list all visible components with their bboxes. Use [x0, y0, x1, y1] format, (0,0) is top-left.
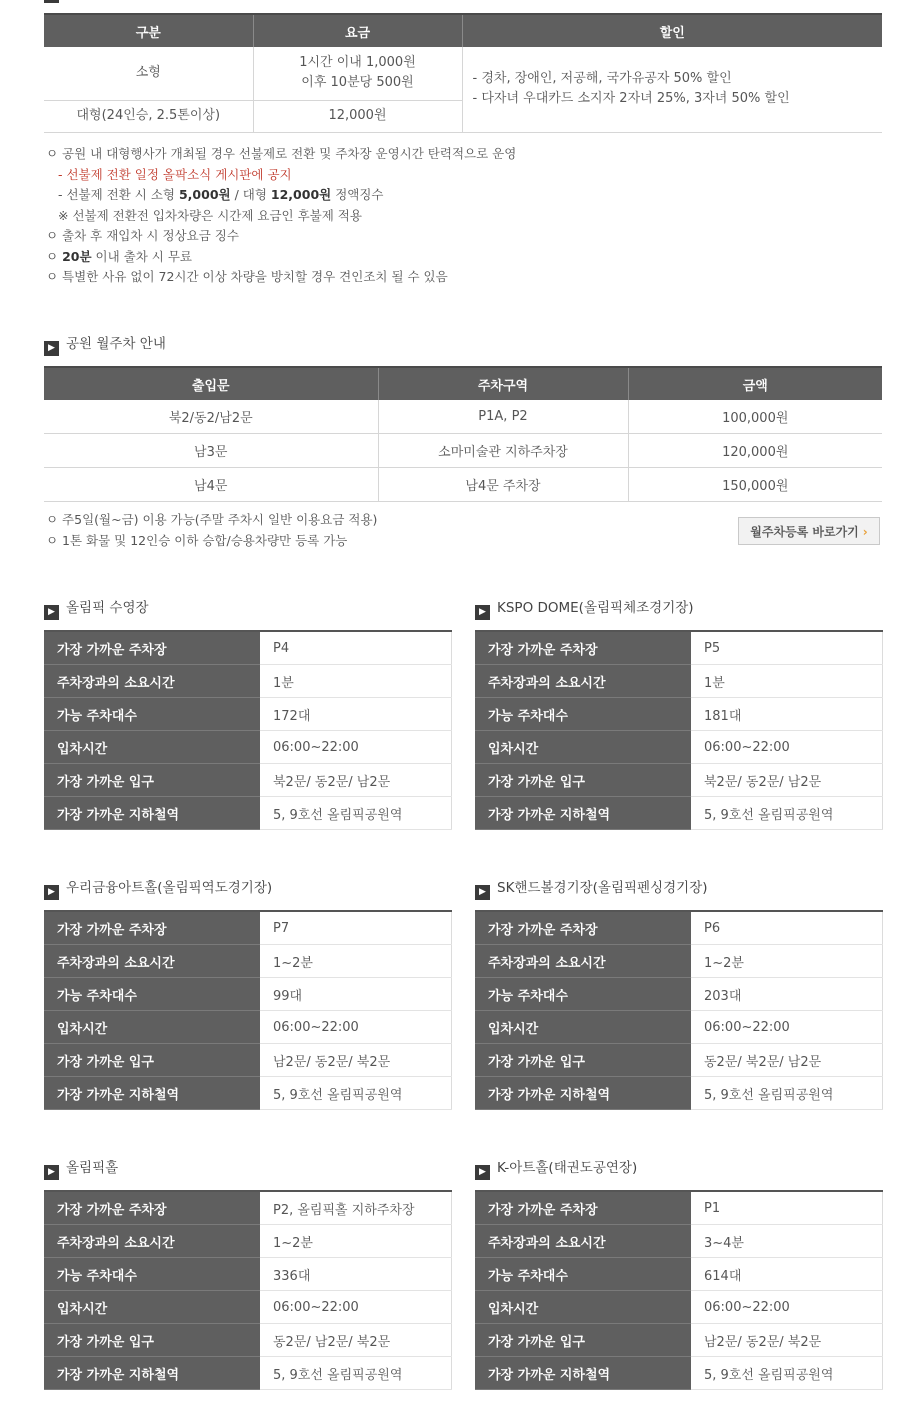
- table-row: [475, 665, 883, 698]
- fee-header-fee: 요금: [253, 14, 462, 47]
- info-label: 가장 가까운 주차장: [475, 631, 691, 665]
- note-text: / 대형: [230, 187, 271, 202]
- info-label: 가장 가까운 지하철역: [475, 1077, 691, 1110]
- info-value: 06:00~22:00: [691, 731, 883, 764]
- venue-title: [475, 1160, 883, 1176]
- info-value: 동2문/ 북2문/ 남2문: [691, 1044, 883, 1077]
- venue-title: [475, 600, 883, 616]
- info-label: 가장 가까운 주차장: [44, 1191, 260, 1225]
- arrow-right-box-icon: ▶: [44, 1165, 59, 1180]
- note-event: ㅇ 공원 내 대형행사가 개최될 경우 선불제로 전환 및 주차장 운영시간 탄력적으로 운영: [46, 146, 517, 161]
- table-row: [44, 1291, 452, 1324]
- table-row: [475, 1011, 883, 1044]
- info-value: 614대: [691, 1258, 883, 1291]
- info-label: 입차시간: [475, 731, 691, 764]
- info-label: 주차장과의 소요시간: [44, 665, 260, 698]
- monthly-note-weekdays: ㅇ 주5일(월~금) 이용 가능(주말 주차시 일반 이용요금 적용): [46, 512, 378, 527]
- fee-small-value: [253, 47, 462, 100]
- info-value: 99대: [260, 978, 452, 1011]
- monthly-cell: 남4문: [44, 468, 378, 502]
- info-label: 입차시간: [475, 1011, 691, 1044]
- table-row: [475, 1258, 883, 1291]
- info-value: 5, 9호선 올림픽공원역: [691, 1357, 883, 1390]
- monthly-cell: 150,000원: [628, 468, 882, 502]
- note-bold: 5,000원: [178, 187, 231, 202]
- info-label: 가장 가까운 지하철역: [475, 797, 691, 830]
- table-row: [475, 1191, 883, 1225]
- info-label: 가장 가까운 지하철역: [475, 1357, 691, 1390]
- note-prepaid-notice: - 선불제 전환 일정 올팍소식 게시판에 공지: [58, 166, 292, 182]
- info-label: 가장 가까운 입구: [475, 1044, 691, 1077]
- info-value: P4: [260, 631, 452, 665]
- monthly-header-price: 금액: [628, 367, 882, 400]
- section-icon-cut: [44, 0, 59, 3]
- info-value: 남2문/ 동2문/ 북2문: [260, 1044, 452, 1077]
- info-label: 입차시간: [44, 1291, 260, 1324]
- table-row: [475, 1291, 883, 1324]
- info-label: 가장 가까운 입구: [44, 1324, 260, 1357]
- note-free: [46, 247, 516, 268]
- info-value: 5, 9호선 올림픽공원역: [691, 1077, 883, 1110]
- monthly-cell: 100,000원: [628, 400, 882, 434]
- table-row: [44, 1357, 452, 1390]
- info-label: 가장 가까운 입구: [44, 1044, 260, 1077]
- venue-info-table: [44, 1190, 452, 1390]
- info-value: 5, 9호선 올림픽공원역: [260, 1357, 452, 1390]
- table-row: [44, 400, 882, 434]
- info-label: 가장 가까운 지하철역: [44, 797, 260, 830]
- note-reentry: ㅇ 출차 후 재입차 시 정상요금 징수: [46, 228, 239, 243]
- table-row: [44, 1011, 452, 1044]
- info-label: 입차시간: [44, 731, 260, 764]
- monthly-notes: [46, 510, 377, 551]
- fee-header-discount: 할인: [462, 14, 882, 47]
- table-row: [44, 911, 452, 945]
- info-value: 06:00~22:00: [260, 1011, 452, 1044]
- arrow-right-box-icon: ▶: [44, 605, 59, 620]
- info-value: 203대: [691, 978, 883, 1011]
- info-value: P6: [691, 911, 883, 945]
- venue-woori-art-hall: [44, 880, 452, 1110]
- note-prepaid-exception: ※ 선불제 전환전 입차차량은 시간제 요금인 후불제 적용: [58, 207, 362, 223]
- fee-small-label: 소형: [44, 47, 253, 100]
- info-value: 동2문/ 남2문/ 북2문: [260, 1324, 452, 1357]
- info-label: 가장 가까운 주차장: [475, 1191, 691, 1225]
- monthly-register-label: 월주차등록 바로가기: [750, 525, 859, 539]
- info-value: 06:00~22:00: [691, 1291, 883, 1324]
- info-value: 1~2분: [691, 945, 883, 978]
- info-label: 가능 주차대수: [44, 1258, 260, 1291]
- table-row: [475, 731, 883, 764]
- info-label: 입차시간: [475, 1291, 691, 1324]
- note-bold: 20분: [62, 248, 92, 264]
- info-value: 3~4분: [691, 1225, 883, 1258]
- info-label: 가장 가까운 지하철역: [44, 1077, 260, 1110]
- monthly-note-vehicles: ㅇ 1톤 화물 및 12인승 이하 승합/승용차량만 등록 가능: [46, 532, 348, 548]
- info-label: 가장 가까운 주차장: [44, 911, 260, 945]
- table-row: [44, 1258, 452, 1291]
- table-row: [475, 1044, 883, 1077]
- note-text: - 선불제 전환 시 소형: [58, 187, 179, 202]
- table-row: [44, 978, 452, 1011]
- venue-title-text: KSPO DOME(올림픽체조경기장): [497, 600, 694, 616]
- table-row: [475, 698, 883, 731]
- table-row: [475, 631, 883, 665]
- info-value: 06:00~22:00: [691, 1011, 883, 1044]
- info-label: 가능 주차대수: [475, 1258, 691, 1291]
- info-label: 가장 가까운 주차장: [44, 631, 260, 665]
- chevron-right-icon: ›: [862, 525, 868, 539]
- info-value: 336대: [260, 1258, 452, 1291]
- table-row: [44, 1324, 452, 1357]
- venue-olympic-hall: [44, 1160, 452, 1390]
- table-row: [44, 434, 882, 468]
- venue-title: [475, 880, 883, 896]
- info-label: 가장 가까운 입구: [44, 764, 260, 797]
- table-row: [44, 945, 452, 978]
- info-value: 북2문/ 동2문/ 남2문: [260, 764, 452, 797]
- venue-title-text: 올림픽 수영장: [66, 600, 149, 616]
- info-label: 주차장과의 소요시간: [475, 665, 691, 698]
- monthly-header-gate: 출입문: [44, 367, 378, 400]
- discount-line2: - 다자녀 우대카드 소지자 2자녀 25%, 3자녀 50% 할인: [472, 91, 790, 107]
- table-row: [44, 631, 452, 665]
- info-value: 1분: [691, 665, 883, 698]
- table-row: [475, 797, 883, 830]
- venue-title-text: 우리금융아트홀(올림픽역도경기장): [66, 880, 273, 896]
- monthly-cell: 남3문: [44, 434, 378, 468]
- venue-kspo-dome: [475, 600, 883, 830]
- table-row: [44, 1191, 452, 1225]
- table-row: [475, 1077, 883, 1110]
- table-row: [44, 698, 452, 731]
- table-row: [44, 797, 452, 830]
- info-label: 주차장과의 소요시간: [475, 1225, 691, 1258]
- table-row: [475, 1357, 883, 1390]
- info-value: 5, 9호선 올림픽공원역: [691, 797, 883, 830]
- info-value: 북2문/ 동2문/ 남2문: [691, 764, 883, 797]
- arrow-right-box-icon: ▶: [475, 885, 490, 900]
- table-row: [44, 1077, 452, 1110]
- fee-small-line1: 1시간 이내 1,000원: [299, 55, 416, 71]
- venue-sk-handball: [475, 880, 883, 1110]
- info-label: 주차장과의 소요시간: [44, 945, 260, 978]
- monthly-section-title: [44, 336, 166, 352]
- arrow-right-box-icon: ▶: [475, 1165, 490, 1180]
- note-towing: ㅇ 특별한 사유 없이 72시간 이상 차량을 방치할 경우 견인조치 될 수 있음: [46, 269, 448, 284]
- table-row: [44, 1225, 452, 1258]
- table-row: [44, 1044, 452, 1077]
- venue-title: [44, 1160, 452, 1176]
- table-row: [475, 945, 883, 978]
- info-value: 1~2분: [260, 945, 452, 978]
- table-row: [475, 1225, 883, 1258]
- fee-notes: [46, 144, 516, 288]
- monthly-cell: 120,000원: [628, 434, 882, 468]
- fee-large-value: 12,000원: [253, 100, 462, 132]
- info-label: 가능 주차대수: [44, 698, 260, 731]
- monthly-cell: 남4문 주차장: [378, 468, 628, 502]
- info-value: 06:00~22:00: [260, 1291, 452, 1324]
- table-row: [475, 764, 883, 797]
- venue-info-table: [44, 910, 452, 1110]
- info-value: 1분: [260, 665, 452, 698]
- info-label: 가장 가까운 입구: [475, 764, 691, 797]
- table-row: [475, 978, 883, 1011]
- monthly-cell: P1A, P2: [378, 400, 628, 434]
- table-row: [475, 1324, 883, 1357]
- note-bold: 12,000원: [270, 187, 332, 202]
- venue-info-table: [475, 630, 883, 830]
- arrow-right-box-icon: ▶: [44, 885, 59, 900]
- info-value: 06:00~22:00: [260, 731, 452, 764]
- info-label: 가능 주차대수: [475, 698, 691, 731]
- fee-header-category: 구분: [44, 14, 253, 47]
- info-value: 5, 9호선 올림픽공원역: [260, 1077, 452, 1110]
- venue-title-text: K-아트홀(태권도공연장): [497, 1160, 638, 1176]
- info-label: 주차장과의 소요시간: [44, 1225, 260, 1258]
- monthly-parking-table: [44, 366, 882, 502]
- monthly-cell: 소마미술관 지하주차장: [378, 434, 628, 468]
- parking-fee-table: [44, 13, 882, 133]
- info-label: 입차시간: [44, 1011, 260, 1044]
- discount-line1: - 경차, 장애인, 저공해, 국가유공자 50% 할인: [472, 71, 732, 87]
- table-row: [44, 731, 452, 764]
- fee-small-line2: 이후 10분당 500원: [301, 75, 414, 91]
- info-value: P2, 올림픽홀 지하주차장: [260, 1191, 452, 1225]
- fee-discount: [462, 47, 882, 132]
- info-value: 5, 9호선 올림픽공원역: [260, 797, 452, 830]
- info-label: 가장 가까운 주차장: [475, 911, 691, 945]
- monthly-cell: 북2/동2/남2문: [44, 400, 378, 434]
- info-value: P5: [691, 631, 883, 665]
- info-value: 1~2분: [260, 1225, 452, 1258]
- info-value: 181대: [691, 698, 883, 731]
- venue-k-art-hall: [475, 1160, 883, 1390]
- table-row: [44, 665, 452, 698]
- table-row: [44, 468, 882, 502]
- venue-title-text: 올림픽홀: [66, 1160, 119, 1176]
- venue-swimming-pool: [44, 600, 452, 830]
- info-label: 가능 주차대수: [475, 978, 691, 1011]
- fee-large-label: 대형(24인승, 2.5톤이상): [44, 100, 253, 132]
- info-label: 가장 가까운 지하철역: [44, 1357, 260, 1390]
- arrow-right-box-icon: ▶: [475, 605, 490, 620]
- monthly-register-button[interactable]: [738, 517, 880, 545]
- note-text: 정액징수: [331, 187, 384, 202]
- info-value: 172대: [260, 698, 452, 731]
- info-label: 가장 가까운 입구: [475, 1324, 691, 1357]
- info-value: P7: [260, 911, 452, 945]
- info-value: P1: [691, 1191, 883, 1225]
- table-row: [475, 911, 883, 945]
- note-text: 이내 출차 시 무료: [91, 248, 192, 264]
- note-prepaid-fee: [46, 185, 516, 206]
- venue-info-table: [475, 910, 883, 1110]
- monthly-header-zone: 주차구역: [378, 367, 628, 400]
- monthly-title-text: 공원 월주차 안내: [66, 336, 166, 352]
- info-value: 남2문/ 동2문/ 북2문: [691, 1324, 883, 1357]
- info-label: 주차장과의 소요시간: [475, 945, 691, 978]
- arrow-right-box-icon: ▶: [44, 341, 59, 356]
- venue-title-text: SK핸드볼경기장(올림픽펜싱경기장): [497, 880, 708, 896]
- venue-title: [44, 600, 452, 616]
- table-row: [44, 764, 452, 797]
- info-label: 가능 주차대수: [44, 978, 260, 1011]
- note-text: ㅇ: [46, 248, 63, 264]
- venue-title: [44, 880, 452, 896]
- venue-info-table: [44, 630, 452, 830]
- venue-info-table: [475, 1190, 883, 1390]
